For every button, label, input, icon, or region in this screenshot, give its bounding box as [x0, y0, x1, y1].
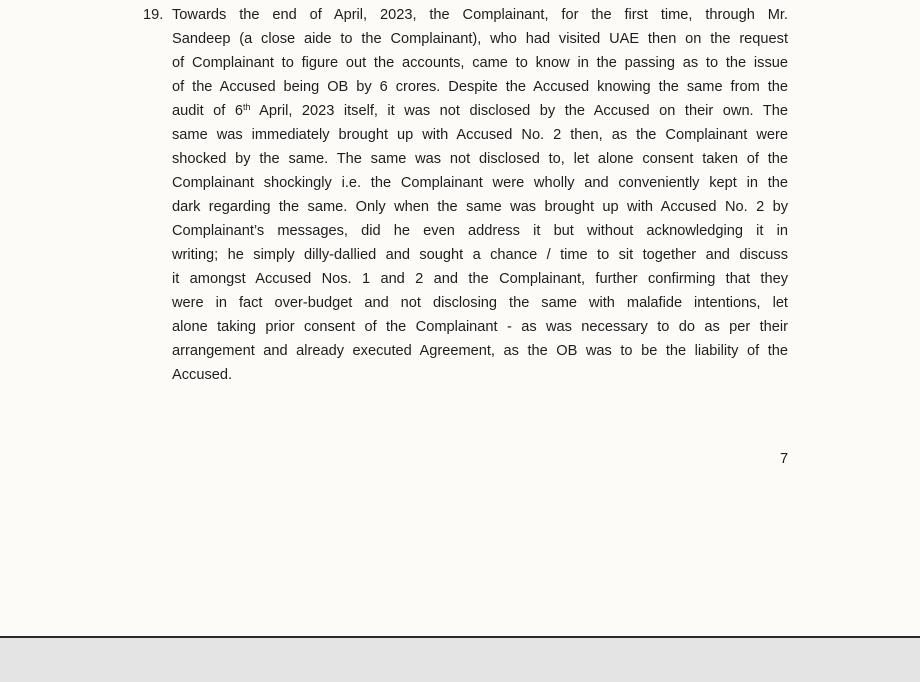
paragraph-line: writing; he simply dilly-dallied and sought a chance / time to sit together and discuss: [172, 247, 788, 263]
paragraph-line: arrangement and already executed Agreement, as the OB was to be the liability of the: [172, 343, 788, 359]
page-bottom-edge: [0, 636, 920, 638]
paragraph-line: Accused.: [172, 367, 233, 383]
paragraph-line-with-superscript: [172, 99, 788, 123]
paragraph-line: same was immediately brought up with Accused No. 2 then, as the Complainant were: [172, 127, 788, 143]
paragraph-line: shocked by the same. The same was not disclosed to, let alone consent taken of the: [172, 151, 788, 167]
paragraph-line: dark regarding the same. Only when the same was brought up with Accused No. 2 by: [172, 199, 788, 215]
ordinal-superscript: th: [242, 102, 251, 112]
audit-date-prefix: audit of 6: [172, 103, 243, 119]
paragraph-line: Towards the end of April, 2023, the Complainant, for the first time, through Mr.: [172, 7, 788, 23]
paragraph-number: 19.: [143, 7, 164, 23]
paragraph-line: were in fact over-budget and not disclosing the same with malafide intentions, let: [172, 295, 788, 311]
paragraph-line: of Complainant to figure out the accounts, came to know in the passing as to the issue: [172, 55, 788, 71]
paragraph-line: Complainant’s messages, did he even address it but without acknowledging it in: [172, 223, 788, 239]
paragraph-line: Complainant shockingly i.e. the Complainant were wholly and conveniently kept in the: [172, 175, 788, 191]
paragraph-line: Sandeep (a close aide to the Complainant), who had visited UAE then on the request: [172, 31, 788, 47]
paragraph-line: alone taking prior consent of the Complainant - as was necessary to do as per their: [172, 319, 788, 335]
paragraph-line: it amongst Accused Nos. 1 and 2 and the Complainant, further confirming that they: [172, 271, 788, 287]
page-number: 7: [780, 451, 789, 467]
audit-date-rest: April, 2023 itself, it was not disclosed by the Accused on their own. The: [259, 103, 788, 119]
paragraph-line: of the Accused being OB by 6 crores. Despite the Accused knowing the same from the: [172, 79, 788, 95]
